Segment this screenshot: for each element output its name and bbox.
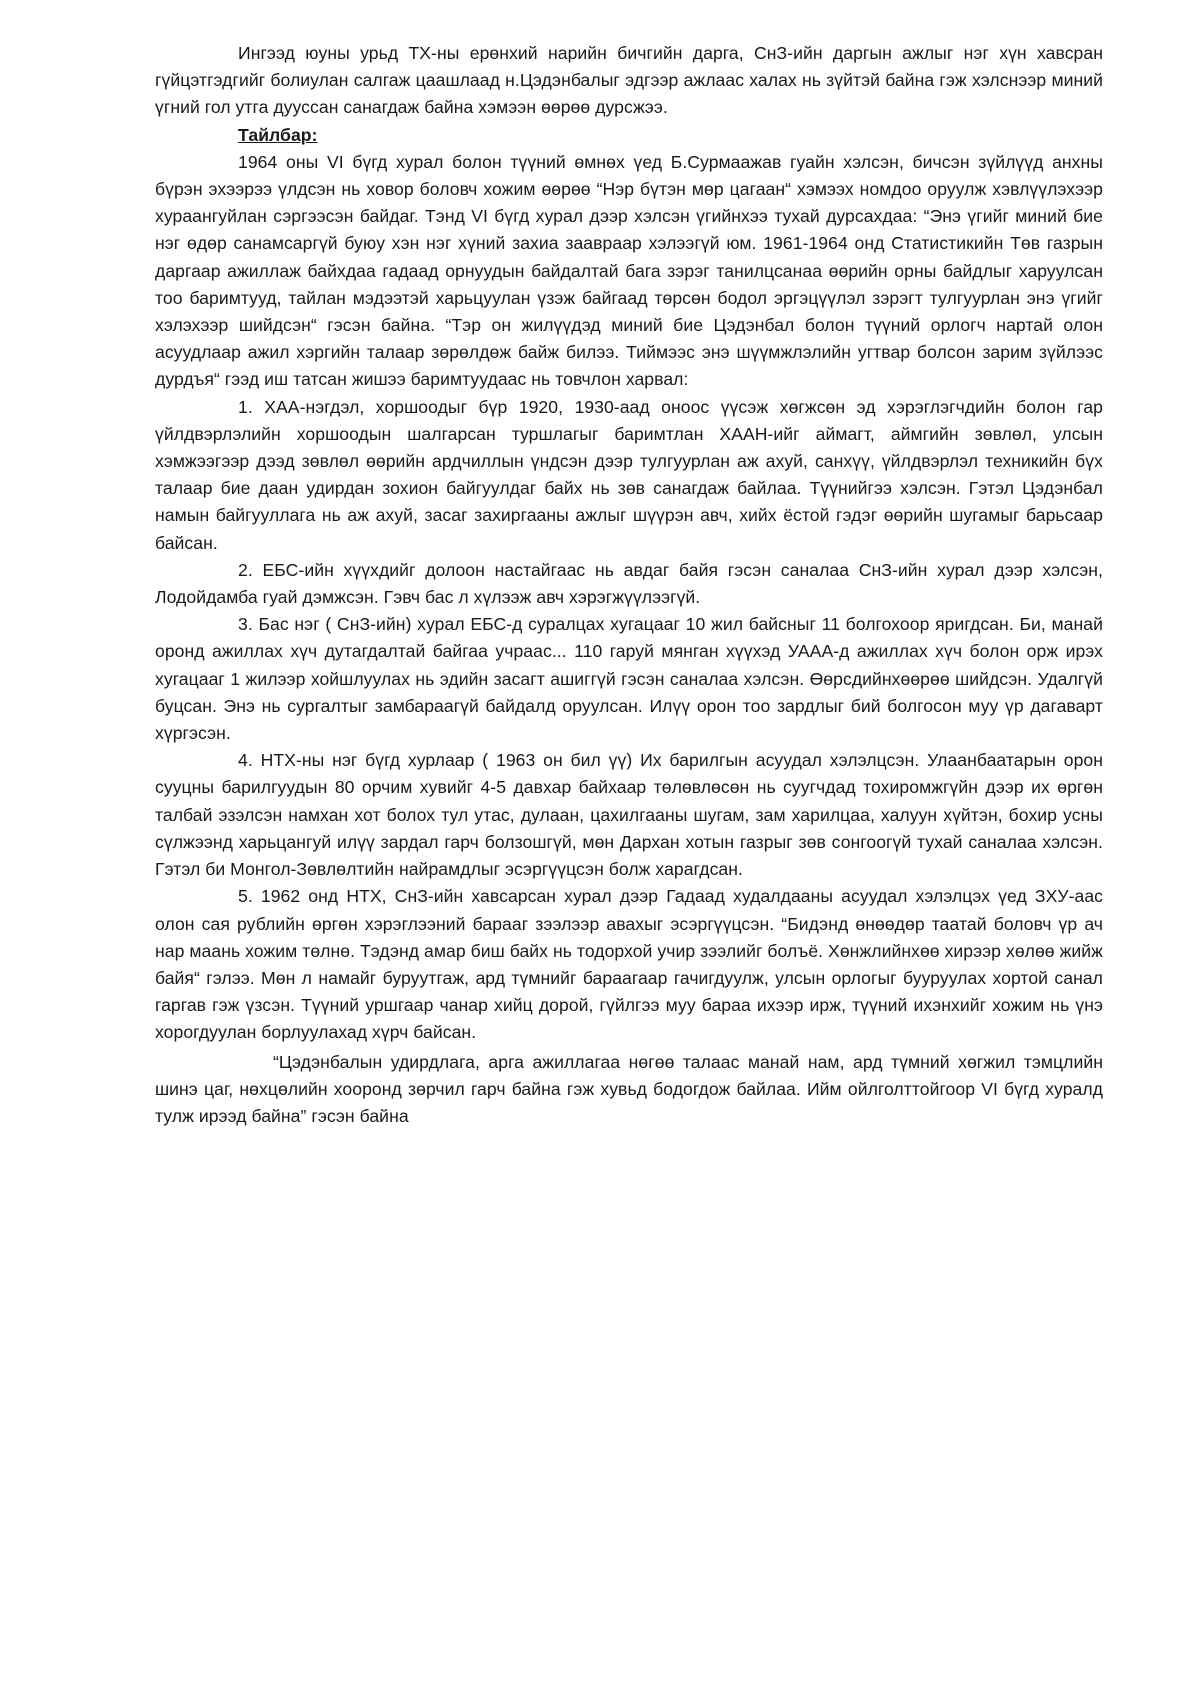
list-item-4: 4. НТХ-ны нэг бүгд хурлаар ( 1963 он бил үү) Их барилгын асуудал хэлэлцсэн. Улаанбаатарын орон сууцны барилгуудын 80 орчим хувийг 4-5 давхар байхаар төлөвлөсөн нь суугчдад тохиромжгүйн дээр их өргөн талбай эзэлсэн намхан хот болох тул утас, дулаан, цахилгааны шугам, зам харилцаа, халуун хүйтэн, бохир усны сүлжээнд харьцангуй илүү зардал гарч болзошгүй, мөн Дархан хотын газрыг зөв сонгоогүй тухай саналаа хэлсэн. Гэтэл би Монгол-Зөвлөлтийн найрамдлыг эсэргүүцсэн болж харагдсан. xyxy=(155,750,1103,880)
closing-quote-paragraph: “Цэдэнбалын удирдлага, арга ажиллагаа нөгөө талаас манай нам, ард түмний хөгжил тэмцлийн шинэ цаг, нөхцөлийн хооронд зөрчил гарч байна гэж хувьд бодогдож байлаа. Ийм ойлголттойгоор VI бүгд хуралд тулж ирээд байна” гэсэн байна xyxy=(155,1051,1103,1126)
list-item-2: 2. ЕБС-ийн хүүхдийг долоон настайгаас нь авдаг байя гэсэн саналаа СнЗ-ийн хурал дээр хэлсэн, Лодойдамба гуай дэмжсэн. Гэвч бас л хүлээж авч хэрэгжүүлээгүй. xyxy=(155,559,1103,608)
list-item-5: 5. 1962 онд НТХ, СнЗ-ийн хавсарсан хурал дээр Гадаад худалдааны асуудал хэлэлцэх үед ЗХУ-аас олон сая рублийн өргөн хэрэглээний барааг зээлээр авахыг эсэргүүцсэн. “Бидэнд өнөөдөр таатай боловч үр ач нар маань хожим төлнө. Тэдэнд амар биш байх нь тодорхой учир зээлийг болъё. Хөнжлийнхөө хирээр хөлөө жийж байя“ гэлээ. Мөн л намайг буруутгаж, ард түмнийг бараагаар гачигдуулж, улсын орлогыг бууруулах хортой санал гаргав гэж үзсэн. Түүний уршгаар чанар хийц дорой, гүйлгээ муу бараа ихээр ирж, түүний ихэнхийг хожим нь үнэ хорогдуулан борлуулахад хүрч байсан. xyxy=(155,886,1103,1043)
note-paragraph: 1964 оны VI бүгд хурал болон түүний өмнөх үед Б.Сурмаажав гуайн хэлсэн, бичсэн зүйлүүд анхны бүрэн эхээрээ үлдсэн нь ховор боловч хожим өөрөө “Нэр бүтэн мөр цагаан“ хэмээх номдоо оруулж хэвлүүлэхээр хураангуйлан сэргээсэн байдаг. Тэнд VI бүгд хурал дээр хэлсэн үгийнхээ тухай дурсахдаа: “Энэ үгийг миний бие нэг өдөр санамсаргүй буюу хэн нэг хүний захиа зааврaар хэлээгүй юм. 1961-1964 онд Статистикийн Төв газрын даргаар ажиллаж байхдаа гадаад орнуудын байдалтай бага зэрэг танилцсанаа өөрийн орны байдлыг харуулсан тоо баримтууд, тайлан мэдээтэй харьцуулан үзэж байгаад төрсөн бодол эргэцүүлэл зэрэгт тулгуурлан энэ үгийг хэлэхээр шийдсэн“ гэсэн байна. “Тэр он жилүүдэд миний бие Цэдэнбал болон түүний орлогч нартай олон асуудлаар ажил хэргийн талаар зөрөлдөж байж билээ. Тиймээс энэ шүүмжлэлийн угтвар болсон зарим зүйлээс дурдъя“ гээд иш татсан жишээ баримтуудаас нь товчлон харвал: xyxy=(155,151,1103,390)
list-item-1: 1. ХАА-нэгдэл, хоршоодыг бүр 1920, 1930-аад оноос үүсэж хөгжсөн эд хэрэглэгчдийн болон гар үйлдвэрлэлийн хоршоодын шалгарсан туршлагыг баримтлан ХААН-ийг аймагт, аймгийн зөвлөл, улсын хэмжээгээр дээд зөвлөл өөрийн ардчиллын үндсэн дээр тулгуурлан аж ахуй, санхүү, үйлдвэрлэл техникийн бүх талаар бие даан удирдан зохион байгуулдаг байх нь зөв санагдаж байлаа. Түүнийгээ хэлсэн. Гэтэл Цэдэнбал намын байгууллага нь аж ахуй, засаг захиргааны ажлыг шүүрэн авч, хийх ёстой гэдэг өөрийн шугамыг барьсаар байсан. xyxy=(155,396,1103,553)
list-item-3: 3. Бас нэг ( СнЗ-ийн) хурал ЕБС-д суралцах хугацааг 10 жил байсныг 11 болгохоор яригдсан. Би, манай оронд ажиллах хүч дутагдалтай байгаа учраас... 110 гаруй мянган хүүхэд УААА-д ажиллах хүч болон орж ирэх хугацааг 1 жилээр хойшлуулах нь эдийн засагт ашиггүй гэсэн саналаа хэлсэн. Өөрсдийнхөөрөө шийдсэн. Удалгүй буцсан. Энэ нь сургалтыг замбараагүй байдалд оруулсан. Илүү орон тоо зардлыг бий болгосон муу үр дагаварт хүргэсэн. xyxy=(155,614,1103,744)
note-heading: Тайлбар: xyxy=(238,124,318,145)
intro-paragraph: Ингээд юуны урьд ТХ-ны ерөнхий нарийн бичгийн дарга, СнЗ-ийн даргын ажлыг нэг хүн хавсран гүйцэтгэдгийг болиулан салгаж цаашлаад н.Цэдэнбалыг эдгээр ажлаас халах нь зүйтэй байна гэж хэлснээр миний үгний гол утга дууссан санагдаж байна хэмээн өөрөө дурсжээ. xyxy=(155,43,1103,118)
document-body xyxy=(155,40,1103,1130)
